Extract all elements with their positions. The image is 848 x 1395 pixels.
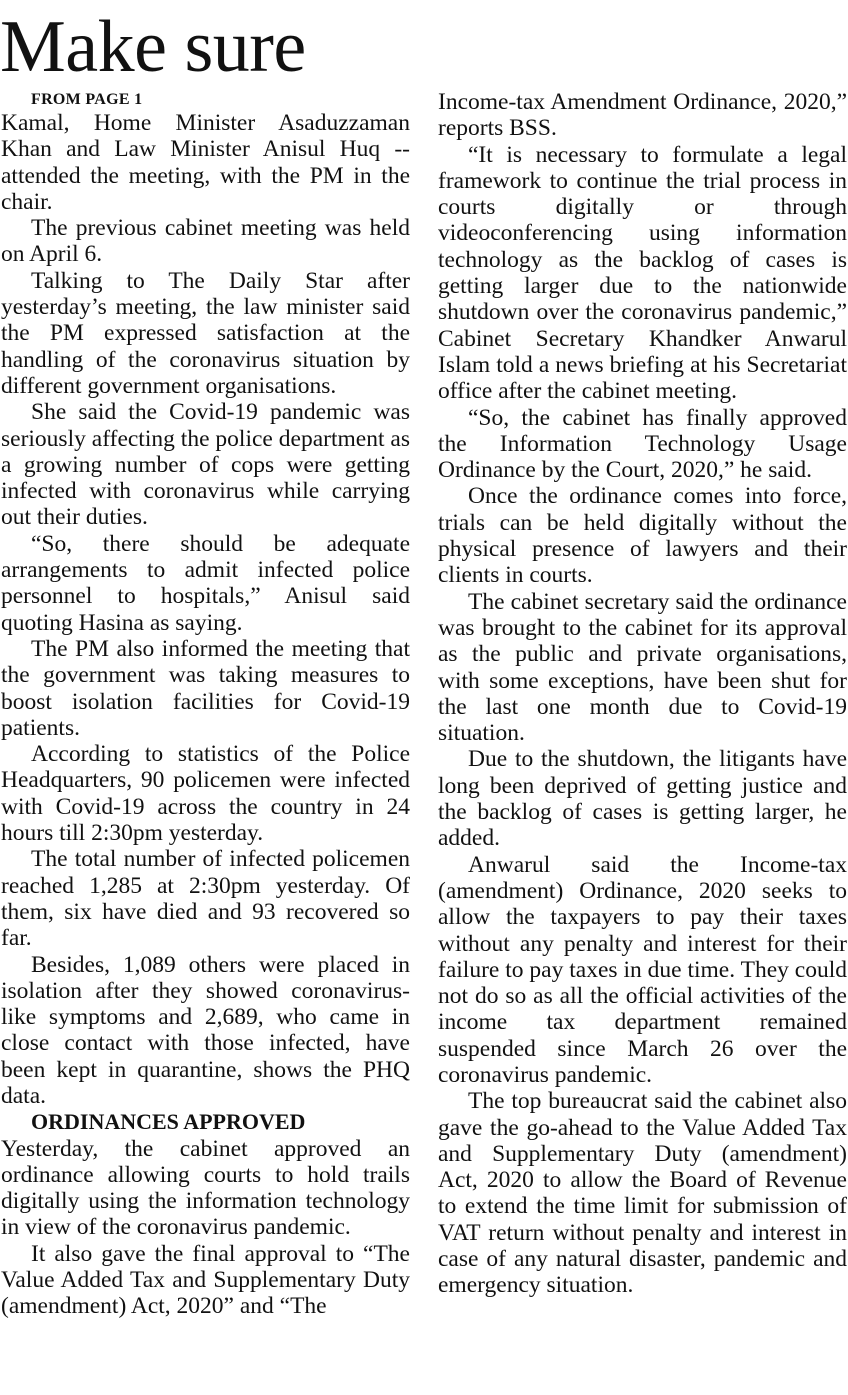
paragraph: “So, there should be adequate arrangements to admit infected police personnel to hospitals,” Anisul said quoting Hasina as saying. bbox=[1, 530, 410, 636]
paragraph: The previous cabinet meeting was held on April 6. bbox=[1, 215, 410, 268]
right-column bbox=[438, 89, 847, 1299]
paragraph: The total number of infected policemen reached 1,285 at 2:30pm yesterday. Of them, six have died and 93 recovered so far. bbox=[1, 846, 410, 952]
subhead: ORDINANCES APPROVED bbox=[31, 1109, 306, 1135]
left-column bbox=[1, 90, 410, 1320]
paragraph: Yesterday, the cabinet approved an ordinance allowing courts to hold trails digitally using the information technology in view of the coronavirus pandemic. bbox=[1, 1135, 410, 1241]
paragraph: Due to the shutdown, the litigants have long been deprived of getting justice and the backlog of cases is getting larger, he added. bbox=[438, 746, 847, 852]
kicker: FROM PAGE 1 bbox=[31, 91, 143, 108]
paragraph: Anwarul said the Income-tax (amendment) Ordinance, 2020 seeks to allow the taxpayers to pay their taxes without any penalty and interest for their failure to pay taxes in due time. They could not do so as all the official activities of the income tax department remained suspended since March 26 over the coronavirus pandemic. bbox=[438, 851, 847, 1088]
paragraph: Once the ordinance comes into force, trials can be held digitally without the physical presence of lawyers and their clients in courts. bbox=[438, 483, 847, 589]
paragraph: “So, the cabinet has finally approved the Information Technology Usage Ordinance by the Court, 2020,” he said. bbox=[438, 404, 847, 484]
paragraph: “It is necessary to formulate a legal framework to continue the trial process in courts digitally or through videoconferencing using information technology as the backlog of cases is getting larger due to the nationwide shutdown over the coronavirus pandemic,” Cabinet Secretary Khandker Anwarul Islam told a news briefing at his Secretariat office after the cabinet meeting. bbox=[438, 141, 847, 405]
paragraph: The cabinet secretary said the ordinance was brought to the cabinet for its approval as the public and private organisations, with some exceptions, have been shut for the last one month due to Covid-19 situation. bbox=[438, 588, 847, 747]
paragraph: Kamal, Home Minister Asaduzzaman Khan and Law Minister Anisul Huq -- attended the meeting, with the PM in the chair. bbox=[1, 110, 410, 215]
headline: Make sure bbox=[0, 6, 306, 88]
paragraph: Income-tax Amendment Ordinance, 2020,” reports BSS. bbox=[438, 89, 847, 142]
paragraph: The top bureaucrat said the cabinet also gave the go-ahead to the Value Added Tax and Supplementary Duty (amendment) Act, 2020 to allow the Board of Revenue to extend the time limit for submission of VAT return without penalty and interest in case of any natural disaster, pandemic and emergency situation. bbox=[438, 1088, 847, 1299]
paragraph: Besides, 1,089 others were placed in isolation after they showed coronavirus-like symptoms and 2,689, who came in close contact with those infected, have been kept in quarantine, shows the PHQ data. bbox=[1, 951, 410, 1109]
paragraph: According to statistics of the Police Headquarters, 90 policemen were infected with Covid-19 across the country in 24 hours till 2:30pm yesterday. bbox=[1, 741, 410, 847]
paragraph: She said the Covid-19 pandemic was seriously affecting the police department as a growing number of cops were getting infected with coronavirus while carrying out their duties. bbox=[1, 399, 410, 531]
paragraph: Talking to The Daily Star after yesterday’s meeting, the law minister said the PM expressed satisfaction at the handling of the coronavirus situation by different government organisations. bbox=[1, 267, 410, 399]
paragraph: The PM also informed the meeting that the government was taking measures to boost isolation facilities for Covid-19 patients. bbox=[1, 635, 410, 741]
paragraph: It also gave the final approval to “The Value Added Tax and Supplementary Duty (amendment) Act, 2020” and “The bbox=[1, 1240, 410, 1320]
